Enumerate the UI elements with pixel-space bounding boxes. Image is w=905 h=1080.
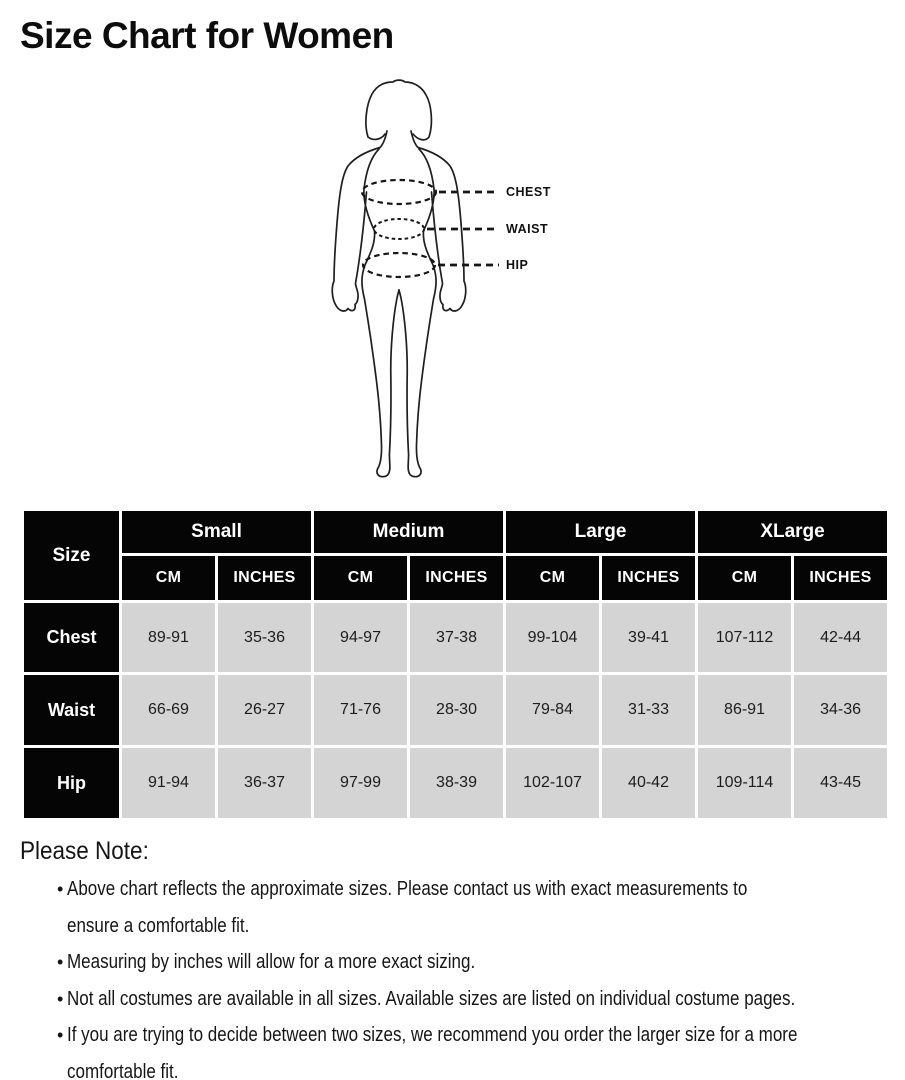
hip-label: HIP [506,258,529,272]
note-text: Above chart reflects the approximate sizes. Please contact us with exact measurements to [67,878,748,900]
table-row-waist [24,675,887,745]
bullet-icon: • [57,988,64,1009]
unit-header-inches: INCHES [794,556,887,600]
table-row-hip [24,748,887,818]
group-header-small: Small [122,511,311,553]
note-item [20,982,895,1019]
measurement-cell: 35-36 [218,603,311,672]
unit-header-cm: CM [314,556,407,600]
group-header-xlarge: XLarge [698,511,887,553]
measurement-cell: 39-41 [602,603,695,672]
figure-body-right [399,131,466,477]
notes-heading: Please Note: [20,837,149,865]
page-title: Size Chart for Women [20,15,394,56]
row-header-hip: Hip [24,748,119,818]
size-chart-table [21,508,890,821]
note-text: Measuring by inches will allow for a more exact sizing. [67,951,476,973]
measurement-cell: 37-38 [410,603,503,672]
note-item [20,945,895,982]
measurement-cell: 79-84 [506,675,599,745]
measurement-cell: 107-112 [698,603,791,672]
measurement-cell: 86-91 [698,675,791,745]
note-text: If you are trying to decide between two sizes, we recommend you order the larger size for a more [67,1024,798,1046]
waist-measurement-ellipse [374,219,424,239]
measurement-cell: 102-107 [506,748,599,818]
note-text: comfortable fit. [67,1060,179,1080]
female-silhouette-figure [315,74,585,486]
measurement-cell: 99-104 [506,603,599,672]
unit-header-cm: CM [506,556,599,600]
notes-section [20,836,895,1080]
measurement-cell: 94-97 [314,603,407,672]
table-row-chest [24,603,887,672]
body-measurement-diagram [315,74,585,486]
measurement-cell: 26-27 [218,675,311,745]
measurement-cell: 43-45 [794,748,887,818]
measurement-cell: 97-99 [314,748,407,818]
group-header-large: Large [506,511,695,553]
size-column-header: Size [24,511,119,600]
unit-header-inches: INCHES [218,556,311,600]
figure-body-left [332,131,399,477]
measurement-cell: 71-76 [314,675,407,745]
measurement-cell: 38-39 [410,748,503,818]
note-item [20,872,895,945]
unit-header-inches: INCHES [410,556,503,600]
group-header-medium: Medium [314,511,503,553]
note-text: ensure a comfortable fit. [67,914,250,937]
figure-head-outline [366,80,431,140]
bullet-icon: • [57,1025,64,1045]
row-header-chest: Chest [24,603,119,672]
measurement-cell: 34-36 [794,675,887,745]
measurement-cell: 91-94 [122,748,215,818]
measurement-cell: 89-91 [122,603,215,672]
bullet-icon: • [57,879,64,899]
measurement-cell: 40-42 [602,748,695,818]
measurement-cell: 28-30 [410,675,503,745]
hip-measurement-ellipse [363,253,435,277]
measurement-cell: 42-44 [794,603,887,672]
chest-label: CHEST [506,185,551,199]
bullet-icon: • [57,952,64,972]
unit-header-cm: CM [122,556,215,600]
measurement-cell: 31-33 [602,675,695,745]
measurement-cell: 36-37 [218,748,311,818]
note-text: Not all costumes are available in all sizes. Available sizes are listed on individual costume pages. [67,987,796,1010]
row-header-waist: Waist [24,675,119,745]
measurement-cell: 66-69 [122,675,215,745]
measurement-cell: 109-114 [698,748,791,818]
unit-header-cm: CM [698,556,791,600]
note-item [20,1018,895,1080]
waist-label: WAIST [506,222,549,236]
unit-header-inches: INCHES [602,556,695,600]
chest-measurement-ellipse [362,180,436,204]
